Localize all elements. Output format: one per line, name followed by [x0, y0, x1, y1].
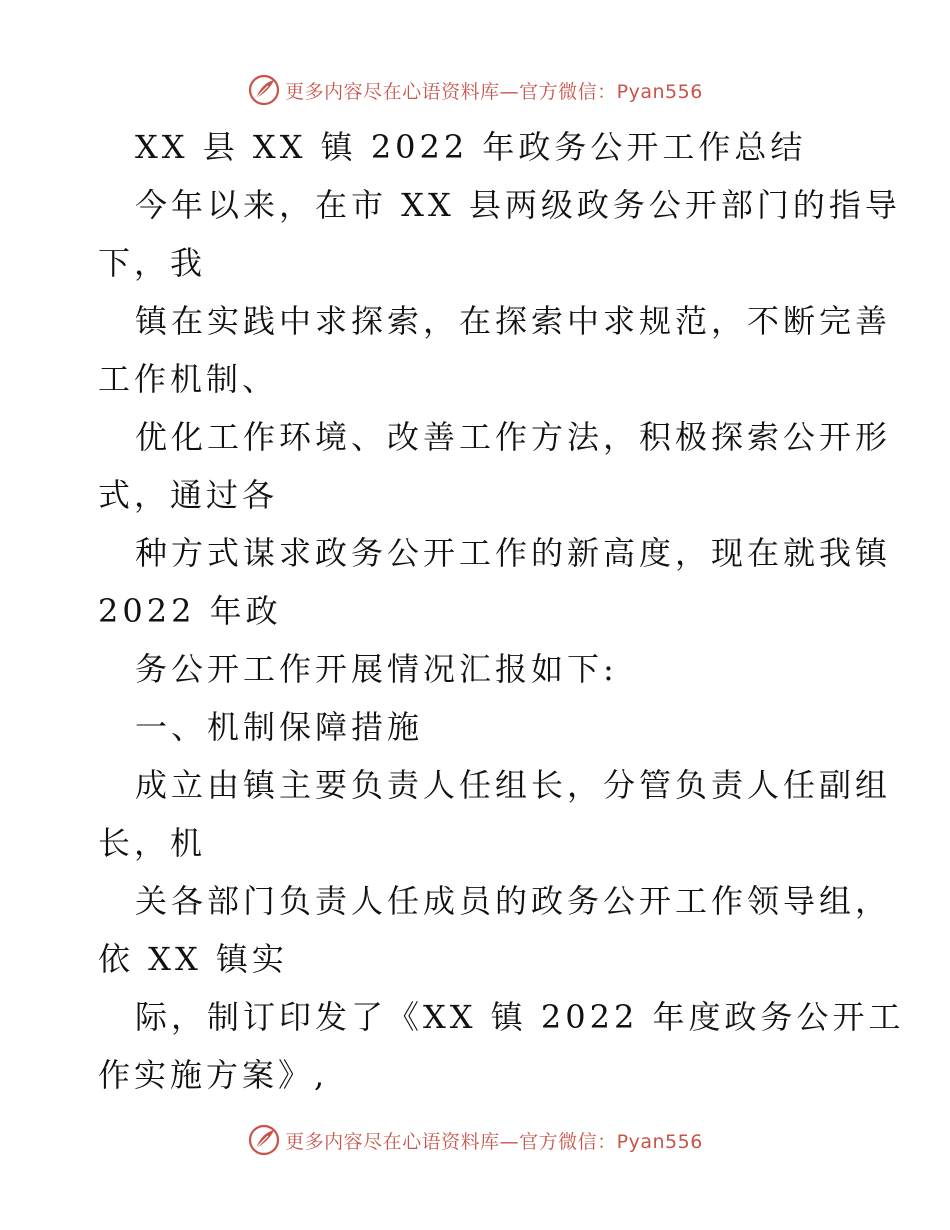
paragraph-line: 今年以来，在市 XX 县两级政务公开部门的指导: [135, 186, 901, 224]
paragraph-line: 成立由镇主要负责人任组长，分管负责人任副组: [135, 766, 892, 804]
watermark-text: 更多内容尽在心语资料库—官方微信：Pyan556: [285, 80, 703, 103]
paragraph-line: 长，机: [98, 824, 207, 862]
paragraph-line: 务公开工作开展情况汇报如下:: [135, 650, 618, 688]
paragraph-line: 镇在实践中求探索，在探索中求规范，不断完善: [135, 302, 892, 340]
paragraph-line: 优化工作环境、改善工作方法，积极探索公开形: [135, 418, 892, 456]
paragraph-line: 式，通过各: [98, 476, 279, 514]
document-title: XX 县 XX 镇 2022 年政务公开工作总结: [135, 128, 807, 166]
paragraph-line: 工作机制、: [98, 360, 279, 398]
paragraph-line: 际，制订印发了《XX 镇 2022 年度政务公开工: [135, 998, 905, 1036]
feather-pen-icon: [247, 73, 281, 107]
paragraph-line: 下，我: [98, 244, 207, 282]
paragraph-line: 作实施方案》,: [98, 1056, 329, 1094]
paragraph-line: 依 XX 镇实: [98, 940, 288, 978]
feather-pen-icon: [247, 1123, 281, 1157]
watermark-footer: [0, 1120, 950, 1160]
section-heading: 一、机制保障措施: [135, 708, 424, 746]
watermark-text: 更多内容尽在心语资料库—官方微信：Pyan556: [285, 1130, 703, 1153]
paragraph-line: 关各部门负责人任成员的政务公开工作领导组，: [135, 882, 892, 920]
paragraph-line: 种方式谋求政务公开工作的新高度，现在就我镇: [135, 534, 892, 572]
paragraph-line: 2022 年政: [98, 592, 282, 630]
watermark-header: [0, 70, 950, 110]
